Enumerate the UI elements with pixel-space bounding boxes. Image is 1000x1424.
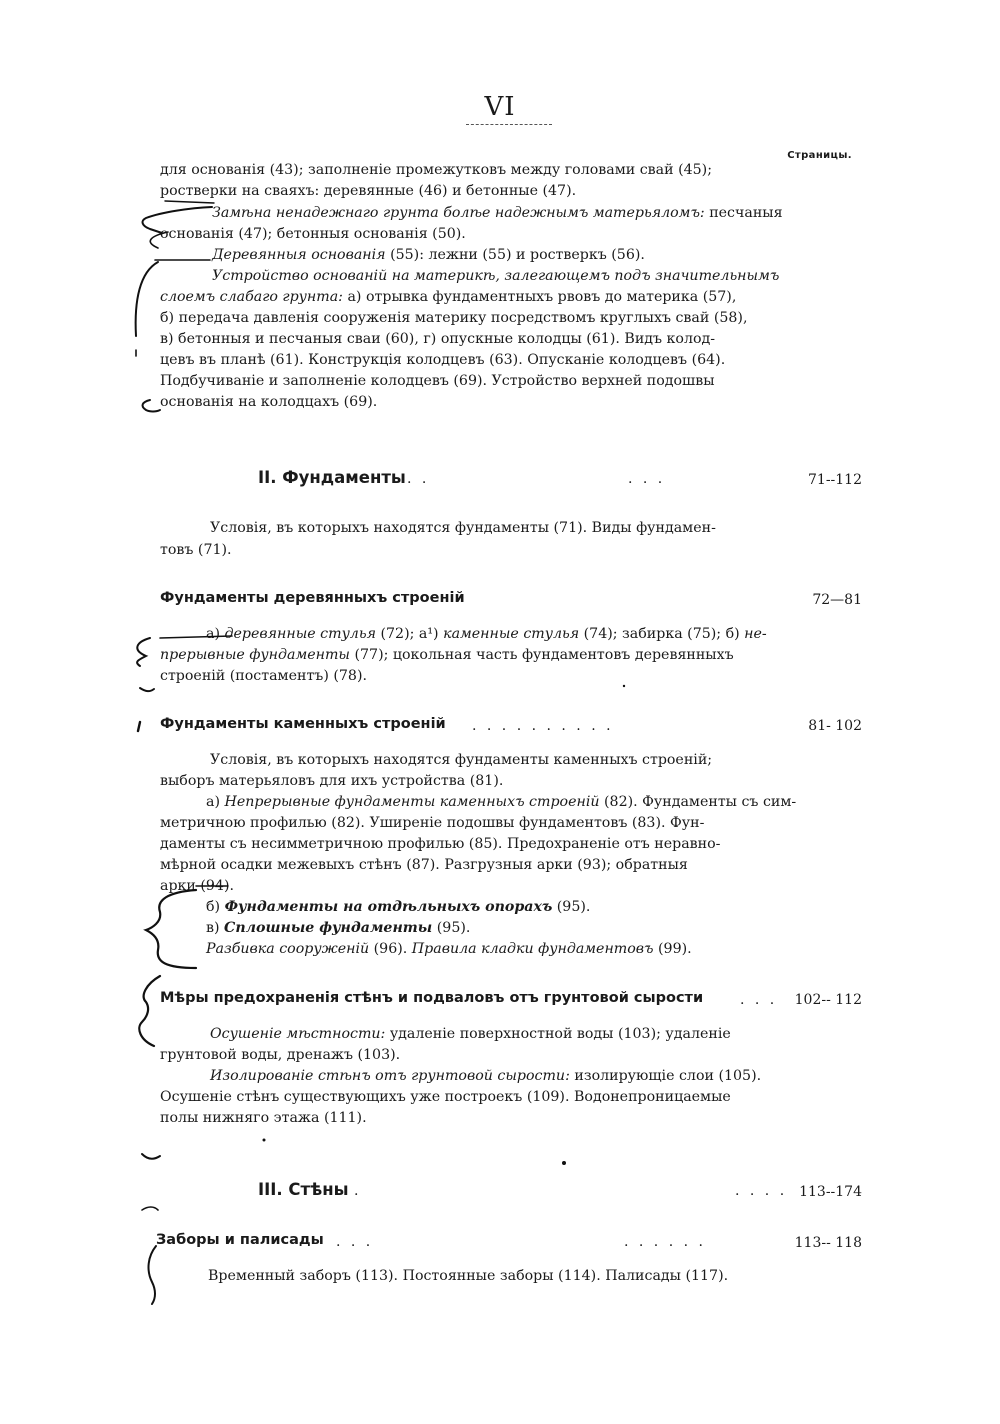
chapter-title: III. Стѣны [258, 1180, 349, 1199]
text-line: мѣрной осадки межевыхъ стѣнъ (87). Разгрузныя арки (93); обратныя [160, 857, 688, 873]
chapter-title: II. Фундаменты [258, 468, 406, 487]
text-line: Условія, въ которыхъ находятся фундаменты (71). Виды фундамен- [210, 520, 716, 536]
italic-term: Фундаменты на отдѣльныхъ опорахъ [224, 899, 553, 915]
text-line: метричною профилью (82). Уширеніе подошвы фундаментовъ (83). Фун- [160, 815, 705, 831]
underline-mark [165, 201, 214, 203]
leader-dots: . [354, 1183, 362, 1199]
page-range: 113--174 [799, 1184, 862, 1200]
italic-term: Правила кладки фундаментовъ [411, 941, 654, 957]
text-span: а) [206, 794, 225, 810]
italic-term: Замѣна ненадежнаго грунта болѣе надежнымъ матерьяломъ: [212, 205, 705, 221]
tick-mark [138, 722, 140, 731]
text-line: для основанія (43); заполненіе промежутковъ между головами свай (45); [160, 162, 712, 178]
leader-dots: . . . [740, 992, 778, 1008]
text-span: (55): лежни (55) и ростверкъ (56). [385, 247, 645, 263]
ink-dot [263, 1139, 266, 1142]
text-line: Устройство основаній на материкѣ, залегающемъ подъ значительнымъ [212, 268, 780, 284]
text-span: (95). [432, 920, 471, 936]
bracket-mark [150, 232, 168, 248]
italic-term: каменные стулья [443, 626, 580, 642]
text-span: б) [206, 899, 225, 915]
italic-term: не- [744, 626, 767, 642]
text-span: удаленіе поверхностной воды (103); удаленіе [385, 1026, 731, 1042]
italic-term: деревянные стулья [220, 626, 376, 642]
page-number: VI [484, 92, 516, 122]
page-range: 72—81 [812, 592, 862, 608]
text-span: (96). [369, 941, 412, 957]
italic-term: Деревянныя основанія [212, 247, 386, 263]
text-line: строеній (постаментъ) (78). [160, 668, 368, 684]
italic-term: слоемъ слабаго грунта: [160, 289, 343, 305]
text-line: Осушеніе стѣнъ существующихъ уже построекъ (109). Водонепроницаемые [160, 1089, 731, 1105]
text-span: (82). Фундаменты съ сим- [599, 794, 797, 810]
italic-term: Сплошные фундаменты [224, 920, 433, 936]
text-span: песчаныя [704, 205, 783, 221]
text-line: товъ (71). [160, 542, 232, 558]
text-line: Подбучиваніе и заполненіе колодцевъ (69). Устройство верхней подошвы [160, 373, 715, 389]
section-title: Фундаменты каменныхъ строеній [160, 716, 446, 732]
text-line: выборъ матерьяловъ для ихъ устройства (81). [160, 773, 504, 789]
text-span: в) [206, 920, 225, 936]
underline-mark [160, 636, 232, 638]
text-line: основанія на колодцахъ (69). [160, 394, 378, 410]
page-range: 71--112 [808, 472, 862, 488]
italic-term: Непрерывные фундаменты каменныхъ строеній [224, 794, 600, 810]
section-title: Заборы и палисады [156, 1232, 324, 1248]
italic-term: прерывные фундаменты [160, 647, 350, 663]
text-line: цевъ въ планѣ (61). Конструкція колодцевъ (63). Опусканіе колодцевъ (64). [160, 352, 726, 368]
pages-column-label: Страницы. [787, 150, 852, 161]
curly-brace-mark [146, 890, 196, 968]
bracket-mark [140, 688, 154, 691]
text-line: даменты съ несимметричною профилью (85). Предохраненіе отъ неравно- [160, 836, 721, 852]
text-line: основанія (47); бетонныя основанія (50). [160, 226, 466, 242]
italic-term: Изолированіе стѣнъ отъ грунтовой сырости: [210, 1068, 570, 1084]
text-span: (95). [552, 899, 591, 915]
italic-term: Разбивка сооруженій [206, 941, 370, 957]
text-line: в) бетонныя и песчаныя сваи (60), г) опускные колодцы (61). Видъ колод- [160, 331, 716, 347]
text-span: а) [206, 626, 220, 642]
bracket-mark [142, 1154, 160, 1159]
text-span: (74); забирка (75); б) [579, 626, 745, 642]
leader-dots: . . . . . . [624, 1234, 706, 1250]
text-line: б) передача давленія сооруженія материку посредствомъ круглыхъ свай (58), [160, 310, 748, 326]
tick-mark [142, 1207, 158, 1210]
bracket-mark [143, 400, 160, 412]
bracket-mark [149, 1246, 156, 1304]
leader-dots: . . . . [735, 1183, 788, 1199]
section-title: Фундаменты деревянныхъ строеній [160, 590, 465, 606]
leader-dots: . . . [628, 471, 666, 487]
leader-dots: . . . [336, 1234, 374, 1250]
ink-dot [623, 685, 625, 687]
bracket-mark [137, 638, 150, 666]
text-line: грунтовой воды, дренажъ (103). [160, 1047, 401, 1063]
leader-dots: . . . . . . . . . . [472, 718, 614, 734]
section-title: Мѣры предохраненія стѣнъ и подваловъ отъ грунтовой сырости [160, 990, 704, 1006]
text-span: (99). [653, 941, 692, 957]
text-span: изолирующіе слои (105). [569, 1068, 762, 1084]
bracket-mark [143, 207, 212, 233]
page-range: 113-- 118 [794, 1235, 862, 1251]
bracket-mark [139, 976, 160, 1046]
text-line: арки (94). [160, 878, 235, 894]
text-line: Условія, въ которыхъ находятся фундаменты каменныхъ строеній; [210, 752, 713, 768]
text-span: (77); цокольная часть фундаментовъ деревянныхъ [349, 647, 734, 663]
text-line: ростверки на сваяхъ: деревянные (46) и бетонные (47). [160, 183, 577, 199]
ink-dot [562, 1161, 566, 1165]
text-span: (72); а¹) [375, 626, 444, 642]
bracket-mark [136, 262, 158, 336]
text-line: Временный заборъ (113). Постоянные заборы (114). Палисады (117). [208, 1268, 729, 1284]
page-range: 102-- 112 [794, 992, 862, 1008]
page-range: 81- 102 [808, 718, 862, 734]
italic-term: Осушеніе мѣстности: [210, 1026, 386, 1042]
text-span: а) отрывка фундаментныхъ рвовъ до материка (57), [342, 289, 737, 305]
leader-dots: . . [407, 471, 430, 487]
text-line: полы нижняго этажа (111). [160, 1110, 367, 1126]
